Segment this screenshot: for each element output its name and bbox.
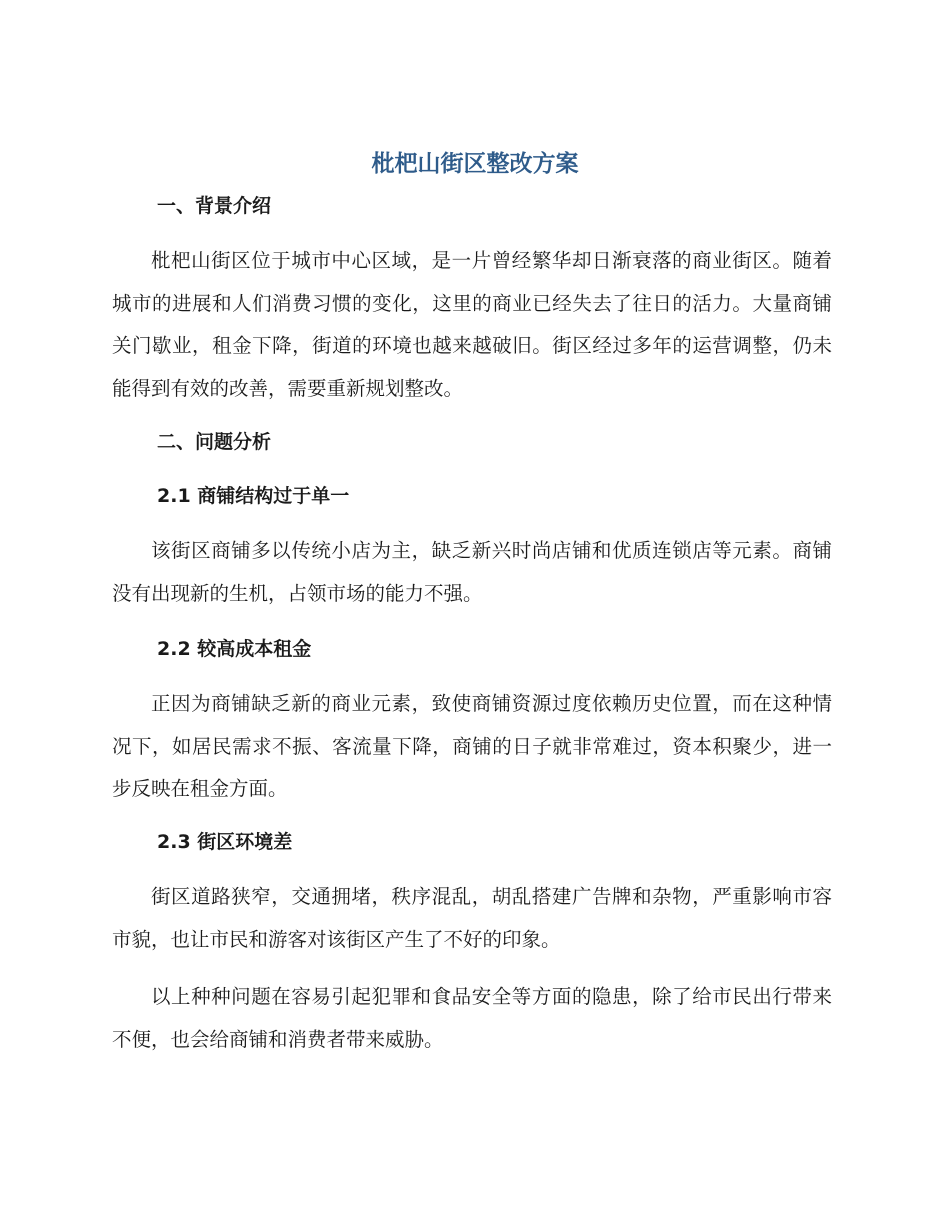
document-title: 枇杷山街区整改方案 <box>371 151 579 177</box>
paragraph-2-1: 该街区商铺多以传统小店为主，缺乏新兴时尚店铺和优质连锁店等元素。商铺没有出现新的生机，占领市场的能力不强。 <box>112 539 832 605</box>
paragraph-closing: 以上种种问题在容易引起犯罪和食品安全等方面的隐患，除了给市民出行带来不便，也会给商铺和消费者带来威胁。 <box>112 985 832 1051</box>
subsection-heading-2-2: 2.2 较高成本租金 <box>157 638 312 660</box>
paragraph-2-3: 街区道路狭窄，交通拥堵，秩序混乱，胡乱搭建广告牌和杂物，严重影响市容市貌，也让市民和游客对该街区产生了不好的印象。 <box>112 885 832 951</box>
paragraph-2-2: 正因为商铺缺乏新的商业元素，致使商铺资源过度依赖历史位置，而在这种情况下，如居民需求不振、客流量下降，商铺的日子就非常难过，资本积聚少，进一步反映在租金方面。 <box>112 692 832 801</box>
section-heading-background: 一、背景介绍 <box>157 195 272 217</box>
subsection-heading-2-3: 2.3 街区环境差 <box>157 831 293 853</box>
paragraph-background: 枇杷山街区位于城市中心区域，是一片曾经繁华却日渐衰落的商业街区。随着城市的进展和人们消费习惯的变化，这里的商业已经失去了往日的活力。大量商铺关门歇业，租金下降，街道的环境也越来越破旧。街区经过多年的运营调整，仍未能得到有效的改善，需要重新规划整改。 <box>112 249 832 401</box>
subsection-heading-2-1: 2.1 商铺结构过于单一 <box>157 485 350 507</box>
section-heading-problem-analysis: 二、问题分析 <box>157 431 272 453</box>
